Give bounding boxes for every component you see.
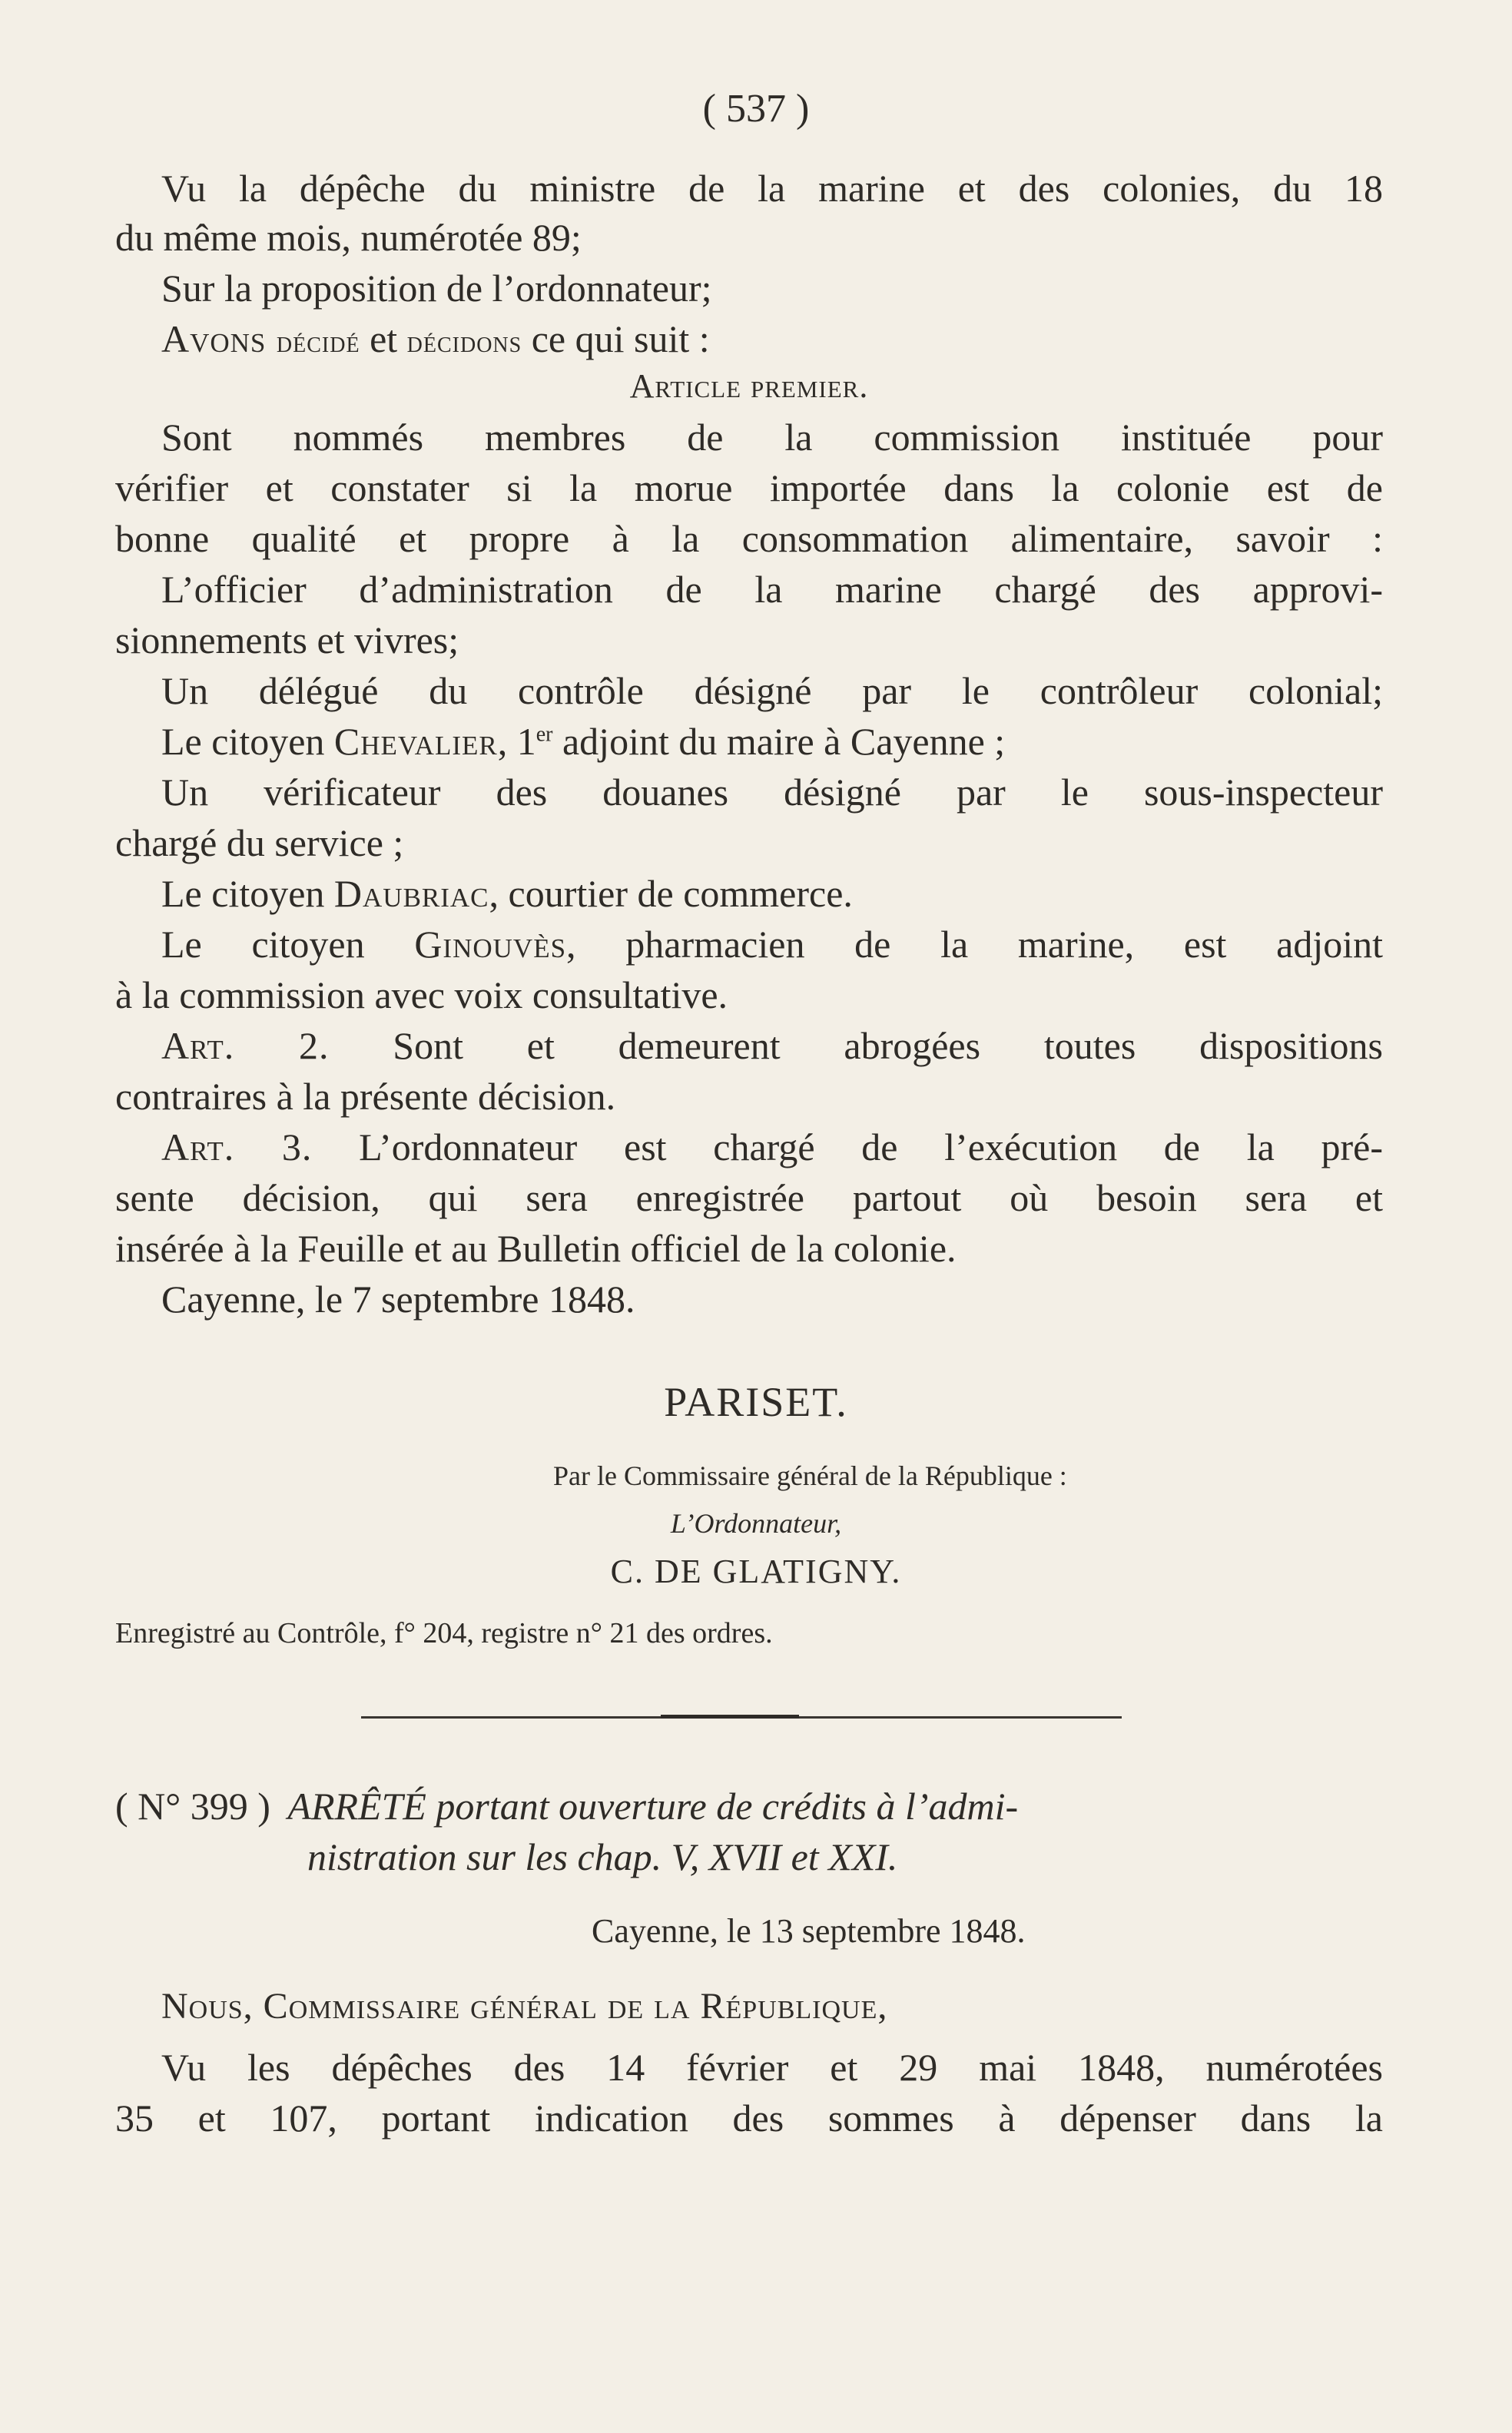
text-line: à la commission avec voix consultative. (115, 973, 728, 1016)
et-word: et (360, 317, 407, 360)
text-line: Sont nommés membres de la commission instituée pour (161, 416, 1383, 459)
act-date: Cayenne, le 13 septembre 1848. (592, 1912, 1026, 1950)
act-number: ( N° 399 ) (115, 1785, 270, 1828)
text-line: sionnements et vivres; (115, 618, 459, 661)
act-title-cont: nistration sur les chap. V, XVII et XXI. (307, 1835, 898, 1878)
member-prefix: Le citoyen (161, 720, 334, 763)
act-title: ARRÊTÉ portant ouverture de crédits à l’admi- (287, 1785, 1019, 1828)
article-text: L’ordonnateur est chargé de l’exécution de la pré- (312, 1125, 1383, 1168)
text-line: Un délégué du contrôle désigné par le contrôleur colonial; (161, 669, 1383, 712)
text-line: 35 et 107, portant indication des sommes à dépenser dans la (115, 2097, 1383, 2140)
member-role: , pharmacien de la marine, est adjoint (566, 923, 1383, 966)
text-line: sente décision, qui sera enregistrée partout où besoin sera et (115, 1176, 1383, 1219)
par-le-line: Par le Commissaire général de la République : (553, 1460, 1067, 1491)
decidons-word: décidons (406, 324, 522, 359)
text-line: Un vérificateur des douanes désigné par le sous-inspecteur (161, 771, 1383, 814)
text-line: bonne qualité et propre à la consommation alimentaire, savoir : (115, 517, 1383, 560)
avons-word: Avons (161, 317, 277, 360)
member-daubriac (115, 870, 1383, 917)
text-line: insérée à la Feuille et au Bulletin officiel de la colonie. (115, 1227, 957, 1270)
member-ginouves (115, 920, 1383, 968)
article-3 (115, 1123, 1383, 1171)
article-label: Art. 2. (161, 1024, 330, 1067)
text-line: vérifier et constater si la morue importée dans la colonie est de (115, 466, 1383, 509)
act-preamble: Nous, Commissaire général de la République, (161, 1986, 888, 2027)
member-prefix: Le citoyen (161, 923, 415, 966)
member-name: Ginouvès (414, 923, 567, 966)
text-line: Vu la dépêche du ministre de la marine et des colonies, du 18 (161, 167, 1383, 210)
text-line: contraires à la présente décision. (115, 1075, 616, 1118)
article-2 (115, 1022, 1383, 1069)
decision-clause (115, 315, 1383, 366)
ordonnateur-name: C. DE GLATIGNY. (610, 1553, 902, 1590)
member-role: adjoint du maire à Cayenne ; (552, 720, 1006, 763)
ordinal-suffix: er (536, 722, 553, 747)
article-text: Sont et demeurent abrogées toutes dispositions (329, 1024, 1384, 1067)
signature-name: PARISET. (664, 1379, 848, 1425)
ordonnateur-role: L’Ordonnateur, (670, 1508, 842, 1539)
registry-note: Enregistré au Contrôle, f° 204, registre n° 21 des ordres. (115, 1617, 773, 1649)
act-heading (115, 1784, 1018, 1828)
text-line: chargé du service ; (115, 821, 404, 864)
member-chevalier (115, 718, 1383, 765)
member-rank: , 1 (497, 720, 536, 763)
text-line: du même mois, numérotée 89; (115, 216, 582, 259)
text-line: Sur la proposition de l’ordonnateur; (161, 267, 712, 310)
section-divider-center (661, 1715, 799, 1719)
text-line: L’officier d’administration de la marine chargé des approvi- (161, 568, 1383, 611)
date-line: Cayenne, le 7 septembre 1848. (161, 1278, 635, 1321)
decide-word: décidé (276, 324, 360, 359)
member-name: Daubriac (333, 872, 489, 915)
member-prefix: Le citoyen (161, 872, 334, 915)
text-line: Vu les dépêches des 14 février et 29 mai 1848, numérotées (161, 2046, 1383, 2089)
article-heading: Article premier. (629, 367, 869, 405)
page-number: ( 537 ) (702, 87, 810, 131)
suit-words: ce qui suit : (522, 317, 710, 360)
member-role: , courtier de commerce. (489, 872, 853, 915)
member-name: Chevalier (333, 720, 498, 763)
article-label: Art. 3. (161, 1125, 313, 1168)
